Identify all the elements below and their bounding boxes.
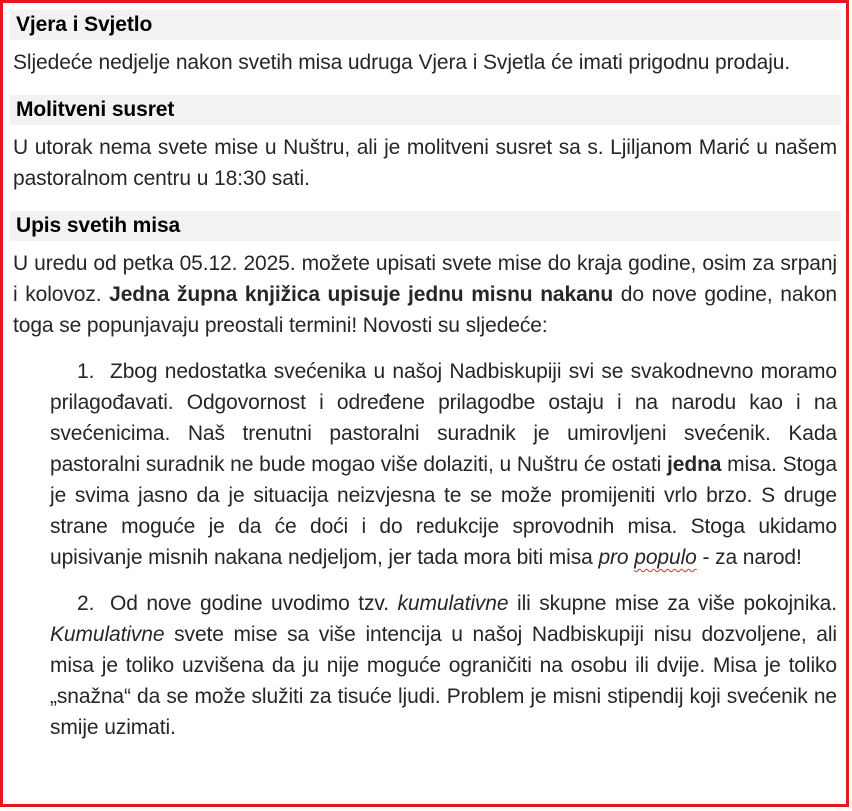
text-run: Od nove godine uvodimo tzv.	[110, 592, 398, 615]
section-heading: Upis svetih misa	[10, 211, 841, 241]
section-heading: Vjera i Svjetlo	[10, 10, 841, 40]
section-vjera-i-svjetlo	[13, 10, 837, 78]
text-run: U utorak nema svete mise u Nuštru, ali je molitveni susret sa s. Ljiljanom Marić u našem pastoralnom centru u 18:30 sati.	[13, 136, 837, 190]
text-run: jedna	[667, 453, 722, 476]
text-run: Zbog nedostatka svećenika u našoj Nadbiskupiji svi se svakodnevno moramo prilagođavati. Odgovornost i određene prilagodbe ostaju i na narodu kao i na svećenicima. Naš trenutni pastoralni suradnik je umirovljeni svećenik. Kada pastoralni suradnik ne bude mogao više dolaziti, u Nuštru će ostati	[50, 360, 837, 476]
section-molitveni-susret	[13, 95, 837, 194]
text-run: U uredu od petka 05.12. 2025. možete upisati svete mise do kraja godine, osim za srpanj i kolovoz.	[13, 252, 837, 306]
text-run: ili skupne mise za više pokojnika.	[508, 592, 837, 615]
list-number: 1.	[77, 360, 95, 383]
list-item-2	[50, 588, 837, 743]
text-run: misa. Stoga je svima jasno da je situacija neizvjesna te se može promijeniti vrlo brzo. S druge strane moguće je da će doći i do redukcije sprovodnih misa. Stoga ukidamo upisivanje misnih nakana nedjeljom, jer tada mora biti misa	[50, 453, 837, 569]
paragraph	[13, 47, 837, 78]
text-run: - za narod!	[696, 546, 802, 569]
text-run: kumulativne	[397, 592, 509, 615]
text-run: svete mise sa više intencija u našoj Nadbiskupiji nisu dozvoljene, ali misa je toliko uzvišena da ju nije moguće ograničiti na osobu ili dvije. Misa je toliko „snažna“ da se može služiti za tisuće ljudi. Problem je misni stipendij koji svećenik ne smije uzimati.	[50, 623, 837, 739]
paragraph	[13, 248, 837, 341]
text-run: Sljedeće nedjelje nakon svetih misa udruga Vjera i Svjetla će imati prigodnu prodaju.	[13, 51, 791, 74]
text-run: do nove godine, nakon toga se popunjavaju preostali termini! Novosti su sljedeće:	[13, 283, 837, 337]
section-heading: Molitveni susret	[10, 95, 841, 125]
paragraph	[13, 132, 837, 194]
text-run: populo	[634, 546, 697, 569]
list-item-1	[50, 356, 837, 573]
list-item-text	[50, 592, 837, 739]
section-upis-svetih-misa	[13, 211, 837, 743]
text-run: pro	[598, 546, 635, 569]
list-number: 2.	[77, 592, 95, 615]
text-run: Jedna župna knjižica upisuje jednu misnu nakanu	[109, 283, 614, 306]
list-item-text	[50, 360, 837, 569]
text-run: Kumulativne	[50, 623, 165, 646]
